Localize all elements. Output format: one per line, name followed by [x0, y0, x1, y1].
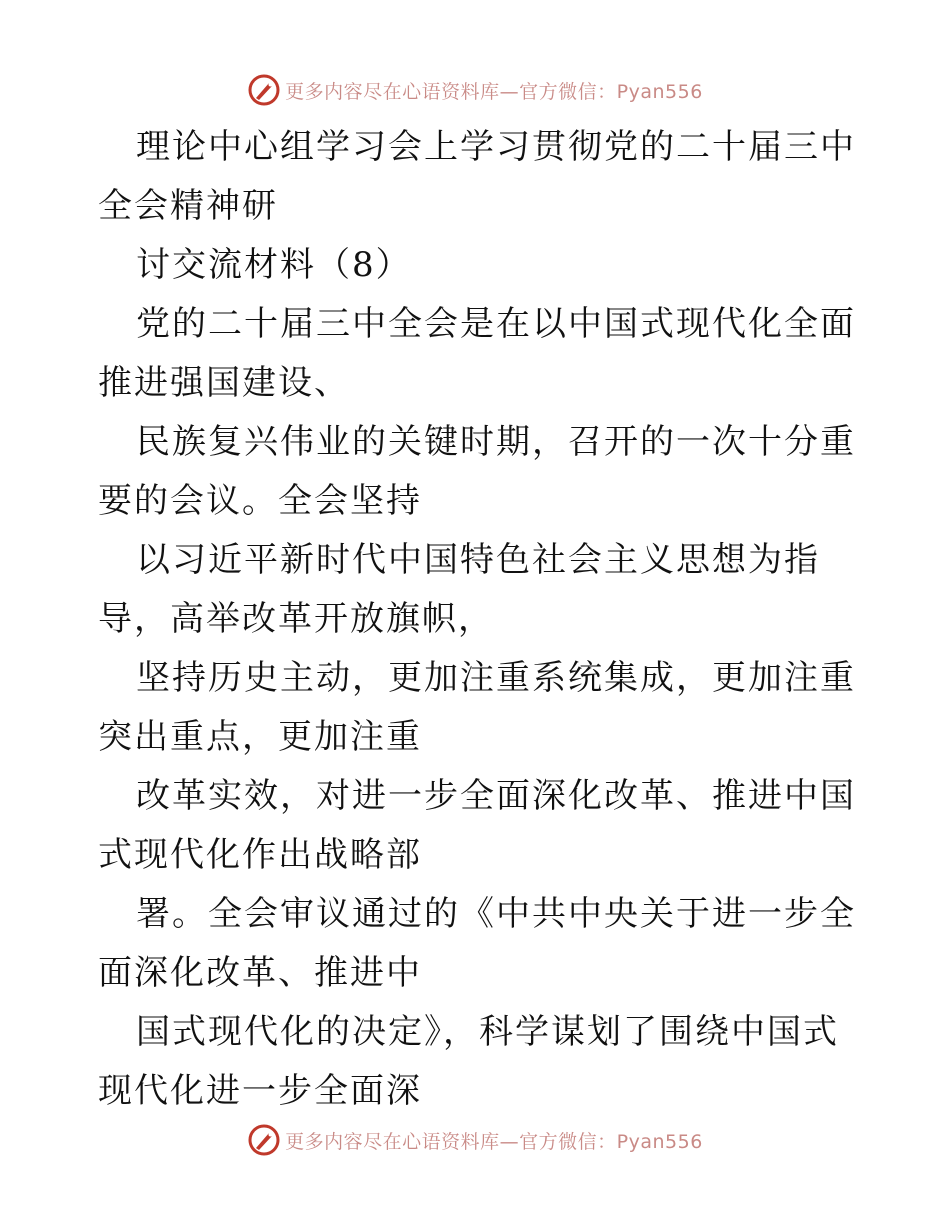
header-banner: [0, 70, 950, 110]
document-body: [98, 118, 858, 1121]
paragraph-6: 坚持历史主动，更加注重系统集成，更加注重突出重点，更加注重: [98, 658, 856, 757]
pen-nib-logo-icon: [247, 1123, 281, 1157]
paragraph-title-line-2: 讨交流材料（8）: [136, 245, 412, 285]
paragraph-7: 改革实效，对进一步全面深化改革、推进中国式现代化作出战略部: [98, 776, 856, 875]
paragraph-title-line-1: 理论中心组学习会上学习贯彻党的二十届三中全会精神研: [98, 127, 856, 226]
paragraph-5: 以习近平新时代中国特色社会主义思想为指导，高举改革开放旗帜，: [98, 540, 820, 639]
paragraph-4: 民族复兴伟业的关键时期，召开的一次十分重要的会议。全会坚持: [98, 422, 856, 521]
pen-nib-logo-icon: [247, 73, 281, 107]
paragraph-9: 国式现代化的决定》，科学谋划了围绕中国式现代化进一步全面深: [98, 1012, 839, 1111]
footer-banner: [0, 1120, 950, 1160]
paragraph-8: 署。全会审议通过的《中共中央关于进一步全面深化改革、推进中: [98, 894, 856, 993]
header-banner-text: 更多内容尽在心语资料库—官方微信：Pyan556: [285, 80, 703, 103]
footer-banner-text: 更多内容尽在心语资料库—官方微信：Pyan556: [285, 1130, 703, 1153]
paragraph-3: 党的二十届三中全会是在以中国式现代化全面推进强国建设、: [98, 304, 856, 403]
